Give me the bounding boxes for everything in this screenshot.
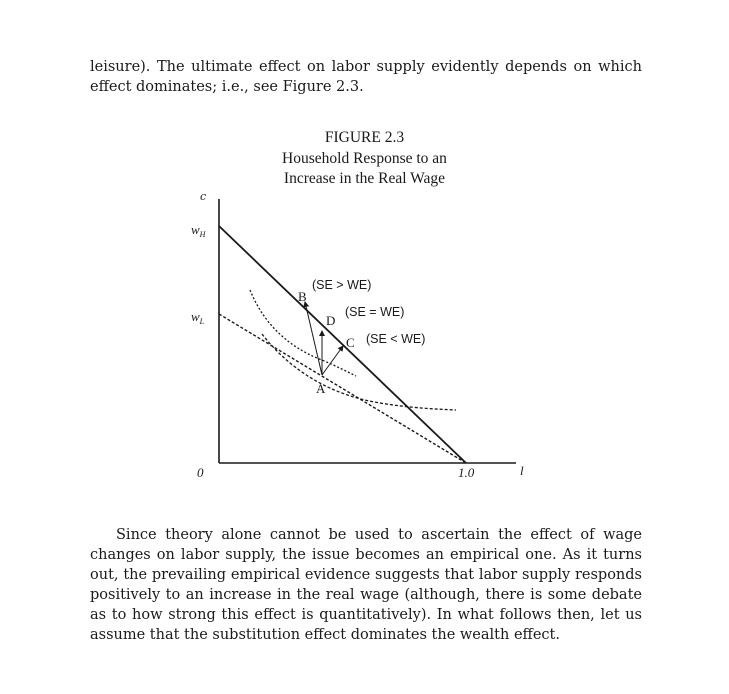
arrow-a-to-b bbox=[305, 302, 322, 375]
indifference-curve-initial bbox=[262, 334, 456, 410]
figure-title-line2: Increase in the Real Wage bbox=[283, 170, 446, 187]
annotation-se-gt-we: (SE > WE) bbox=[312, 278, 372, 292]
arrow-a-to-c bbox=[322, 346, 343, 375]
point-c-label: C bbox=[346, 335, 355, 350]
annotation-se-lt-we: (SE < WE) bbox=[366, 332, 426, 346]
annotation-se-eq-we: (SE = WE) bbox=[345, 305, 405, 319]
point-a-label: A bbox=[316, 381, 326, 396]
y-axis-label: c bbox=[200, 190, 207, 203]
y-tick-low-label: $w_L$ bbox=[191, 309, 205, 326]
x-axis-label: l bbox=[520, 463, 524, 478]
point-d-label: D bbox=[326, 313, 336, 328]
point-b-label: B bbox=[298, 289, 307, 304]
budget-line-high-wage bbox=[219, 226, 466, 463]
origin-label: 0 bbox=[197, 465, 204, 480]
budget-line-low-wage bbox=[219, 314, 466, 463]
x-tick-label: 1.0 bbox=[458, 465, 475, 480]
bottom-paragraph: Since theory alone cannot be used to ascertain the effect of wage changes on labor supply, the issue becomes an empirical one. As it turns out, the prevailing empirical evidence suggests that labor supply responds positively to an increase in the real wage (although, there is some debate as to how strong this effect is quantitatively). In what follows then, let us assume that the substitution effect dominates the wealth effect. bbox=[90, 527, 642, 643]
figure-title-line1: Household Response to an bbox=[282, 149, 447, 167]
top-paragraph: leisure). The ultimate effect on labor supply evidently depends on which effect dominates; i.e., see Figure 2.3. bbox=[90, 59, 642, 95]
figure-number: FIGURE 2.3 bbox=[324, 129, 405, 146]
y-tick-high-label: $w_H$ bbox=[191, 222, 206, 239]
